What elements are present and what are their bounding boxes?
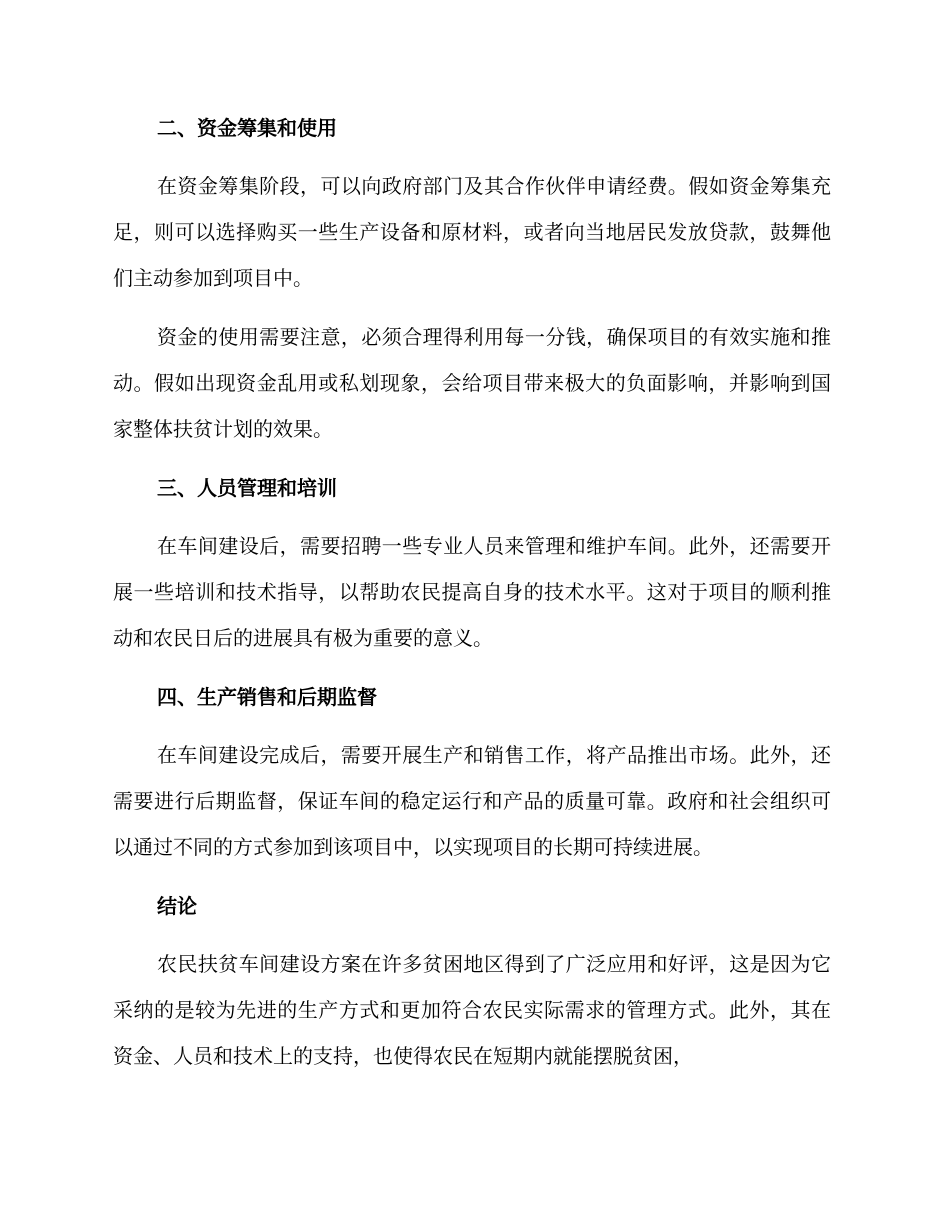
section-heading-funding: 二、资金筹集和使用 — [157, 116, 337, 140]
paragraph-conclusion: 农民扶贫车间建设方案在许多贫困地区得到了广泛应用和好评，这是因为它采纳的是较为先进的生产方式和更加符合农民实际需求的管理方式。此外，其在资金、人员和技术上的支持，也使得农民在短期内就能摆脱贫困， — [113, 952, 831, 1068]
section-heading-conclusion: 结论 — [157, 894, 197, 918]
section-heading-personnel: 三、人员管理和培训 — [157, 476, 337, 500]
paragraph-production-supervision: 在车间建设完成后，需要开展生产和销售工作，将产品推出市场。此外，还需要进行后期监督，保证车间的稳定运行和产品的质量可靠。政府和社会组织可以通过不同的方式参加到该项目中，以实现项目的长期可持续进展。 — [113, 743, 831, 859]
section-heading-production: 四、生产销售和后期监督 — [157, 685, 377, 709]
paragraph-funding-raising: 在资金筹集阶段，可以向政府部门及其合作伙伴申请经费。假如资金筹集充足，则可以选择购买一些生产设备和原材料，或者向当地居民发放贷款，鼓舞他们主动参加到项目中。 — [113, 174, 831, 290]
paragraph-personnel-training: 在车间建设后，需要招聘一些专业人员来管理和维护车间。此外，还需要开展一些培训和技术指导，以帮助农民提高自身的技术水平。这对于项目的顺利推动和农民日后的进展具有极为重要的意义。 — [113, 534, 831, 650]
document-body — [113, 105, 831, 1092]
paragraph-funding-usage: 资金的使用需要注意，必须合理得利用每一分钱，确保项目的有效实施和推动。假如出现资金乱用或私划现象，会给项目带来极大的负面影响，并影响到国家整体扶贫计划的效果。 — [113, 325, 831, 441]
